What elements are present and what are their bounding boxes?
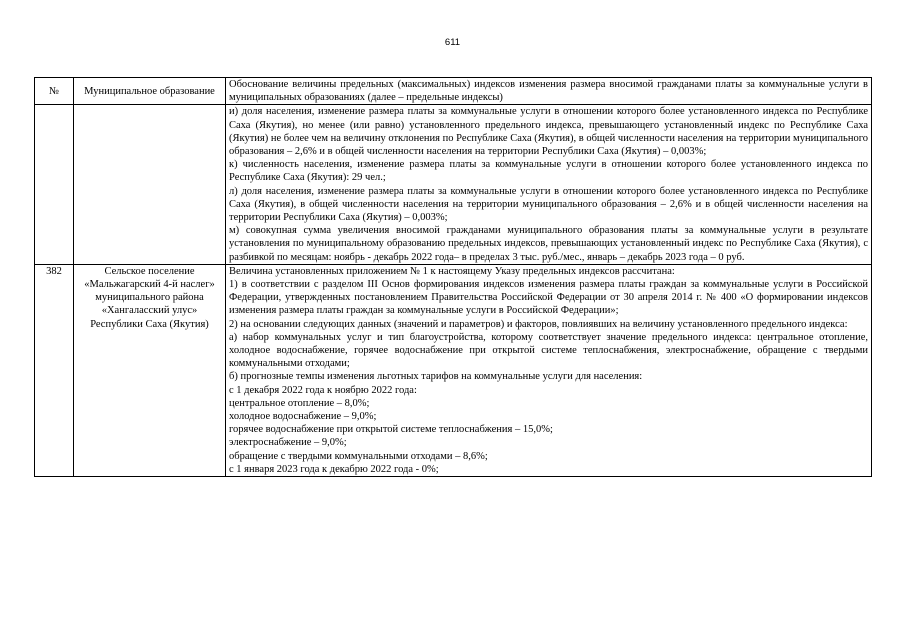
row-number: 382	[35, 264, 74, 476]
row-number	[35, 105, 74, 264]
paragraph: и) доля населения, изменение размера платы за коммунальные услуги в отношении которого более установленного индекса по Республике Саха (Якутия), но менее (или равно) установленного предельного индекса, превышающего установленный индекс по Республике Саха (Якутия) не более чем на величину отклонения по Республике Саха (Якутия), в общей численности населения на территории муниципального образования – 2,6% и в общей численности населения на территории Республики Саха (Якутия) – 0,003%;	[229, 106, 868, 158]
header-municipality: Муниципальное образование	[74, 78, 226, 105]
paragraph: л) доля населения, изменение размера платы за коммунальные услуги в отношении которого более установленного индекса по Республике Саха (Якутия), в общей численности населения на территории муниципального образования – 2,6% и в общей численности населения на территории Республики Саха (Якутия) – 0,003%;	[229, 185, 868, 224]
paragraph: к) численность населения, изменение размера платы за коммунальные услуги в отношении которого более установленного индекса по Республике Саха (Якутия): 29 чел.;	[229, 159, 868, 184]
paragraph: электроснабжение – 9,0%;	[229, 437, 347, 449]
paragraph: горячее водоснабжение при открытой системе теплоснабжения – 15,0%;	[229, 424, 553, 436]
row-municipality: Сельское поселение «Мальжагарский 4-й наслег» муниципального района «Хангаласский улус» Республики Саха (Якутия)	[74, 264, 226, 476]
row-justification	[226, 264, 872, 476]
paragraph: центральное отопление – 8,0%;	[229, 397, 370, 409]
table-row	[35, 105, 872, 264]
paragraph: а) набор коммунальных услуг и тип благоустройства, которому соответствует значение предельного индекса: центральное отопление, холодное водоснабжение, горячее водоснабжение при открытой системе теплоснабжения, электроснабжение, обращение с твердыми коммунальными отходами;	[229, 331, 868, 370]
header-justification: Обоснование величины предельных (максимальных) индексов изменения размера вносимой гражданами платы за коммунальные услуги в муниципальных образованиях (далее – предельные индексы)	[226, 78, 872, 105]
table-header-row	[35, 78, 872, 105]
paragraph: Величина установленных приложением № 1 к настоящему Указу предельных индексов рассчитана:	[229, 265, 675, 277]
paragraph: обращение с твердыми коммунальными отходами – 8,6%;	[229, 450, 488, 462]
table-row	[35, 264, 872, 476]
page-number: 611	[444, 37, 461, 48]
paragraph: с 1 декабря 2022 года к ноябрю 2022 года:	[229, 384, 417, 396]
paragraph: м) совокупная сумма увеличения вносимой гражданами муниципального образования платы за коммунальные услуги в результате установления по муниципальному образованию предельных индексов, превышающих установленный индекс по Республике Саха (Якутия), с разбивкой по месяцам: ноябрь - декабрь 2022 года– в пределах 3 тыс. руб./мес., январь – декабрь 2023 года – 0 руб.	[229, 225, 868, 263]
paragraph: 2) на основании следующих данных (значений и параметров) и факторов, повлиявших на величину установленного предельного индекса:	[229, 318, 848, 330]
row-justification	[226, 105, 872, 264]
indices-table	[34, 77, 872, 477]
paragraph: б) прогнозные темпы изменения льготных тарифов на коммунальные услуги для населения:	[229, 371, 643, 383]
paragraph: холодное водоснабжение – 9,0%;	[229, 411, 377, 423]
row-municipality	[74, 105, 226, 264]
paragraph: с 1 января 2023 года к декабрю 2022 года - 0%;	[229, 463, 439, 475]
paragraph: 1) в соответствии с разделом III Основ формирования индексов изменения размера платы граждан за коммунальные услуги в Российской Федерации, утвержденных постановлением Правительства Российской Федерации от 30 апреля 2014 г. № 400 «О формировании индексов изменения размера платы граждан за коммунальные услуги в Российской Федерации»;	[229, 279, 868, 317]
header-number: №	[35, 78, 74, 105]
